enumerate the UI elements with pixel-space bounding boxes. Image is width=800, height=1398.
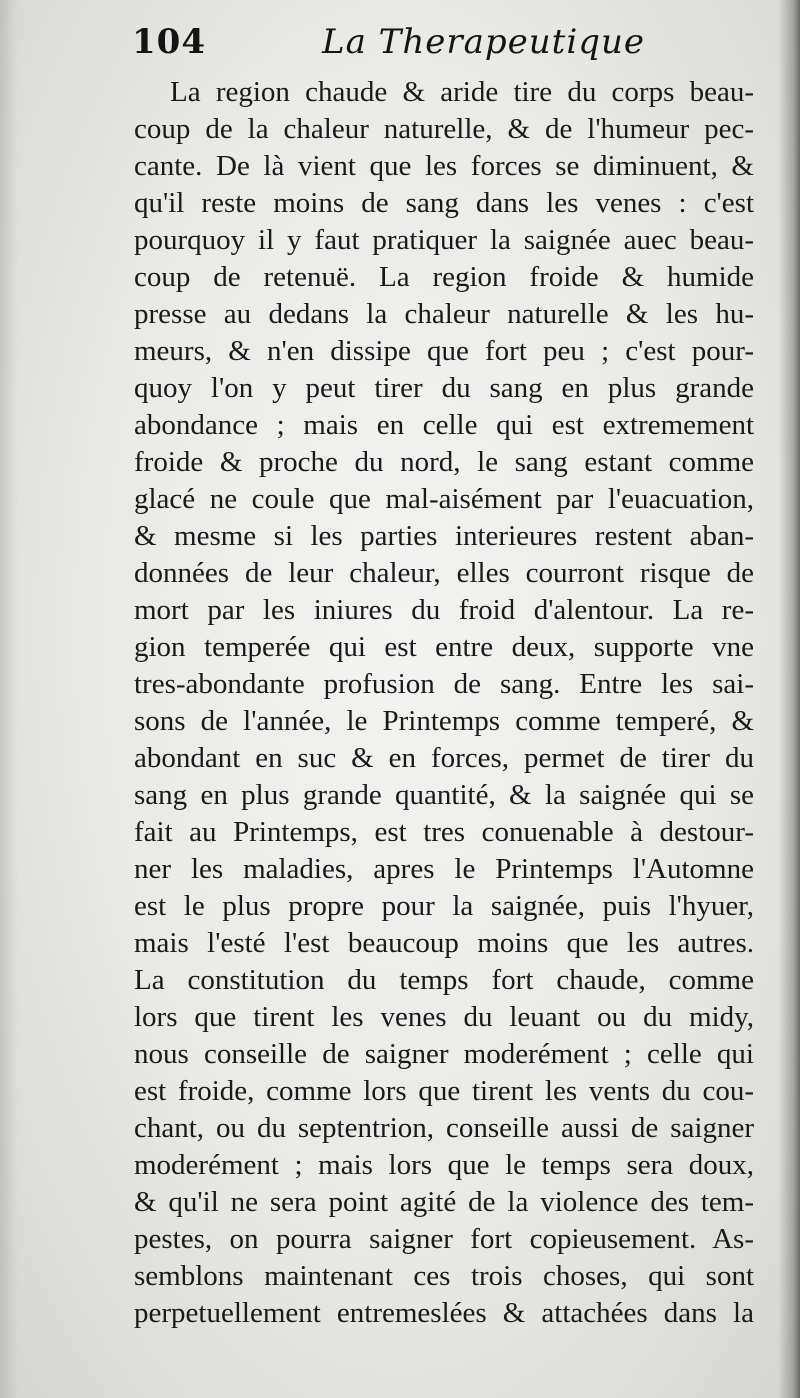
text-line: mais l'esté l'est beaucoup moins que les autres.: [134, 927, 754, 959]
text-line: coup de la chaleur naturelle, & de l'humeur pec-: [134, 113, 754, 145]
text-line: presse au dedans la chaleur naturelle & les hu-: [134, 298, 754, 330]
text-line: est froide, comme lors que tirent les vents du cou-: [134, 1075, 754, 1107]
text-line: mort par les iniures du froid d'alentour. La re-: [134, 594, 754, 626]
page-edge-shadow: [778, 0, 800, 1398]
text-line: nous conseille de saigner moderément ; celle qui: [134, 1038, 754, 1070]
page-number: 104: [132, 22, 206, 62]
body-text: [134, 74, 754, 1332]
text-line: La constitution du temps fort chaude, comme: [134, 964, 754, 996]
text-line: lors que tirent les venes du leuant ou du midy,: [134, 1001, 754, 1033]
text-line: qu'il reste moins de sang dans les venes : c'est: [134, 187, 754, 219]
text-line: ner les maladies, apres le Printemps l'Automne: [134, 853, 754, 885]
text-line: meurs, & n'en dissipe que fort peu ; c'est pour-: [134, 335, 754, 367]
running-title: La Therapeutique: [322, 22, 645, 62]
text-line: données de leur chaleur, elles courront risque de: [134, 557, 754, 589]
text-line: chant, ou du septentrion, conseille aussi de saigner: [134, 1112, 754, 1144]
text-line: est le plus propre pour la saignée, puis l'hyuer,: [134, 890, 754, 922]
text-line: gion temperée qui est entre deux, supporte vne: [134, 631, 754, 663]
text-line: glacé ne coule que mal-aisément par l'euacuation,: [134, 483, 754, 515]
text-line: froide & proche du nord, le sang estant comme: [134, 446, 754, 478]
text-line: pourquoy il y faut pratiquer la saignée auec beau-: [134, 224, 754, 256]
text-line: sons de l'année, le Printemps comme temperé, &: [134, 705, 754, 737]
text-line: & mesme si les parties interieures restent aban-: [134, 520, 754, 552]
text-line: cante. De là vient que les forces se diminuent, &: [134, 150, 754, 182]
text-line: quoy l'on y peut tirer du sang en plus grande: [134, 372, 754, 404]
text-line: perpetuellement entremeslées & attachées dans la: [134, 1297, 754, 1329]
text-line: coup de retenuë. La region froide & humide: [134, 261, 754, 293]
text-line: semblons maintenant ces trois choses, qui sont: [134, 1260, 754, 1292]
text-line: abondance ; mais en celle qui est extremement: [134, 409, 754, 441]
page-header: [132, 22, 752, 72]
text-line: moderément ; mais lors que le temps sera doux,: [134, 1149, 754, 1181]
text-line: sang en plus grande quantité, & la saignée qui se: [134, 779, 754, 811]
text-line: pestes, on pourra saigner fort copieusement. As-: [134, 1223, 754, 1255]
text-line: La region chaude & aride tire du corps beau-: [170, 76, 754, 108]
page-gutter-shadow: [0, 0, 18, 1398]
text-line: & qu'il ne sera point agité de la violence des tem-: [134, 1186, 754, 1218]
text-line: fait au Printemps, est tres conuenable à destour-: [134, 816, 754, 848]
text-line: tres-abondante profusion de sang. Entre les sai-: [134, 668, 754, 700]
text-line: abondant en suc & en forces, permet de tirer du: [134, 742, 754, 774]
